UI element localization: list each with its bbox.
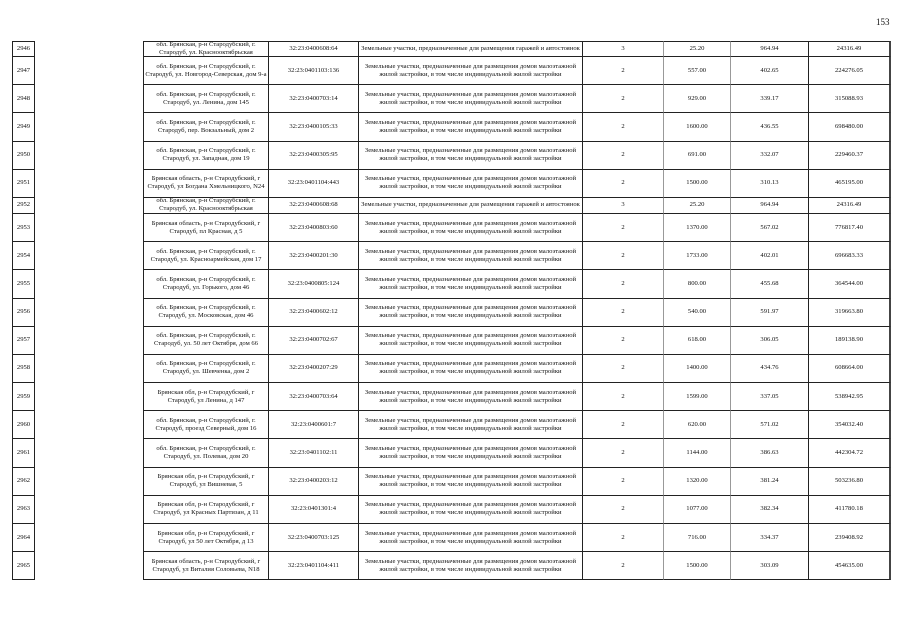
cadastre-number-cell: 32:23:0401104:411 [268, 552, 358, 580]
group-cell: 2 [582, 355, 663, 383]
group-cell: 2 [582, 270, 663, 298]
unit-price-cell: 964.94 [730, 198, 808, 214]
table-row [12, 270, 891, 298]
purpose-cell: Земельные участки, предназначенные для размещения домов малоэтажной жилой застройки, в том числе индивидуальной жилой застройки [358, 57, 582, 85]
spacer [35, 214, 143, 242]
row-number: 2964 [12, 524, 35, 552]
total-value-cell: 24316.49 [808, 41, 891, 57]
address-cell: Брянская обл, р-н Стародубский, г Стародуб, ул Вишневая, 5 [143, 468, 268, 496]
unit-price-cell: 571.02 [730, 411, 808, 439]
group-cell: 2 [582, 552, 663, 580]
spacer [35, 85, 143, 113]
spacer [35, 113, 143, 141]
cadastre-number-cell: 32:23:0400201:30 [268, 242, 358, 270]
cadastre-number-cell: 32:23:0401103:136 [268, 57, 358, 85]
table-row [12, 57, 891, 85]
address-cell: обл. Брянская, р-н Стародубский, г. Стародуб, пер. Вокзальный, дом 2 [143, 113, 268, 141]
area-cell: 800.00 [663, 270, 730, 298]
unit-price-cell: 964.94 [730, 41, 808, 57]
address-cell: обл. Брянская, р-н Стародубский, г. Стародуб, ул. Краснооктябрьская [143, 41, 268, 57]
cadastre-number-cell: 32:23:0400803:60 [268, 214, 358, 242]
spacer [35, 496, 143, 524]
table-row [12, 142, 891, 170]
unit-price-cell: 382.34 [730, 496, 808, 524]
purpose-cell: Земельные участки, предназначенные для размещения домов малоэтажной жилой застройки, в том числе индивидуальной жилой застройки [358, 383, 582, 411]
total-value-cell: 354032.40 [808, 411, 891, 439]
group-cell: 2 [582, 411, 663, 439]
spacer [35, 524, 143, 552]
total-value-cell: 608664.00 [808, 355, 891, 383]
unit-price-cell: 332.07 [730, 142, 808, 170]
table-row [12, 113, 891, 141]
purpose-cell: Земельные участки, предназначенные для размещения домов малоэтажной жилой застройки, в том числе индивидуальной жилой застройки [358, 85, 582, 113]
total-value-cell: 411780.18 [808, 496, 891, 524]
area-cell: 540.00 [663, 299, 730, 327]
purpose-cell: Земельные участки, предназначенные для размещения домов малоэтажной жилой застройки, в том числе индивидуальной жилой застройки [358, 170, 582, 198]
area-cell: 1320.00 [663, 468, 730, 496]
area-cell: 557.00 [663, 57, 730, 85]
row-number: 2947 [12, 57, 35, 85]
row-number: 2955 [12, 270, 35, 298]
unit-price-cell: 402.01 [730, 242, 808, 270]
table-row [12, 355, 891, 383]
table-row [12, 383, 891, 411]
row-number: 2960 [12, 411, 35, 439]
unit-price-cell: 339.17 [730, 85, 808, 113]
table-row [12, 439, 891, 467]
spacer [35, 355, 143, 383]
area-cell: 1400.00 [663, 355, 730, 383]
area-cell: 929.00 [663, 85, 730, 113]
table-row [12, 85, 891, 113]
table-row [12, 552, 891, 580]
address-cell: обл. Брянская, р-н Стародубский, г. Стародуб, ул. Краснооктябрьская [143, 198, 268, 214]
purpose-cell: Земельные участки, предназначенные для размещения гаражей и автостоянок [358, 198, 582, 214]
address-cell: Брянская обл, р-н Стародубский, г Стародуб, ул Ленина, д 147 [143, 383, 268, 411]
unit-price-cell: 591.97 [730, 299, 808, 327]
spacer [35, 468, 143, 496]
cadastre-number-cell: 32:23:0401102:11 [268, 439, 358, 467]
address-cell: Брянская обл, р-н Стародубский, г Стародуб, ул Красных Партизан, д 11 [143, 496, 268, 524]
table-row [12, 524, 891, 552]
purpose-cell: Земельные участки, предназначенные для размещения гаражей и автостоянок [358, 41, 582, 57]
land-plots-table [12, 41, 891, 580]
table-row [12, 198, 891, 214]
row-number: 2949 [12, 113, 35, 141]
purpose-cell: Земельные участки, предназначенные для размещения домов малоэтажной жилой застройки, в том числе индивидуальной жилой застройки [358, 439, 582, 467]
total-value-cell: 224276.05 [808, 57, 891, 85]
cadastre-number-cell: 32:23:0400207:29 [268, 355, 358, 383]
cadastre-number-cell: 32:23:0400608:68 [268, 198, 358, 214]
address-cell: Брянская область, р-н Стародубский, г Стародуб, пл Красная, д 5 [143, 214, 268, 242]
row-number: 2950 [12, 142, 35, 170]
area-cell: 716.00 [663, 524, 730, 552]
unit-price-cell: 337.05 [730, 383, 808, 411]
address-cell: Брянская область, р-н Стародубский, г Стародуб, ул Виталия Соловьева, N18 [143, 552, 268, 580]
unit-price-cell: 386.63 [730, 439, 808, 467]
unit-price-cell: 567.02 [730, 214, 808, 242]
unit-price-cell: 402.65 [730, 57, 808, 85]
total-value-cell: 24316.49 [808, 198, 891, 214]
spacer [35, 57, 143, 85]
group-cell: 2 [582, 242, 663, 270]
address-cell: обл. Брянская, р-н Стародубский, г. Стародуб, проезд Северный, дом 16 [143, 411, 268, 439]
purpose-cell: Земельные участки, предназначенные для размещения домов малоэтажной жилой застройки, в том числе индивидуальной жилой застройки [358, 214, 582, 242]
area-cell: 1599.00 [663, 383, 730, 411]
unit-price-cell: 310.13 [730, 170, 808, 198]
unit-price-cell: 434.76 [730, 355, 808, 383]
spacer [35, 170, 143, 198]
spacer [35, 198, 143, 214]
spacer [35, 327, 143, 355]
row-number: 2957 [12, 327, 35, 355]
area-cell: 1370.00 [663, 214, 730, 242]
unit-price-cell: 436.55 [730, 113, 808, 141]
total-value-cell: 319663.80 [808, 299, 891, 327]
table-row [12, 327, 891, 355]
row-number: 2956 [12, 299, 35, 327]
row-number: 2958 [12, 355, 35, 383]
cadastre-number-cell: 32:23:0400702:67 [268, 327, 358, 355]
total-value-cell: 315088.93 [808, 85, 891, 113]
spacer [35, 383, 143, 411]
total-value-cell: 465195.00 [808, 170, 891, 198]
address-cell: обл. Брянская, р-н Стародубский, г. Стародуб, ул. Московская, дом 46 [143, 299, 268, 327]
purpose-cell: Земельные участки, предназначенные для размещения домов малоэтажной жилой застройки, в том числе индивидуальной жилой застройки [358, 113, 582, 141]
purpose-cell: Земельные участки, предназначенные для размещения домов малоэтажной жилой застройки, в том числе индивидуальной жилой застройки [358, 270, 582, 298]
unit-price-cell: 381.24 [730, 468, 808, 496]
table-row [12, 496, 891, 524]
purpose-cell: Земельные участки, предназначенные для размещения домов малоэтажной жилой застройки, в том числе индивидуальной жилой застройки [358, 468, 582, 496]
group-cell: 2 [582, 57, 663, 85]
table-row [12, 468, 891, 496]
area-cell: 25.20 [663, 198, 730, 214]
area-cell: 1733.00 [663, 242, 730, 270]
cadastre-number-cell: 32:23:0400703:64 [268, 383, 358, 411]
row-number: 2965 [12, 552, 35, 580]
cadastre-number-cell: 32:23:0400203:12 [268, 468, 358, 496]
total-value-cell: 454635.00 [808, 552, 891, 580]
cadastre-number-cell: 32:23:0401301:4 [268, 496, 358, 524]
row-number: 2959 [12, 383, 35, 411]
purpose-cell: Земельные участки, предназначенные для размещения домов малоэтажной жилой застройки, в том числе индивидуальной жилой застройки [358, 524, 582, 552]
row-number: 2948 [12, 85, 35, 113]
area-cell: 1500.00 [663, 170, 730, 198]
cadastre-number-cell: 32:23:0400703:125 [268, 524, 358, 552]
cadastre-number-cell: 32:23:0400105:33 [268, 113, 358, 141]
address-cell: обл. Брянская, р-н Стародубский, г. Стародуб, ул. Шевченка, дом 2 [143, 355, 268, 383]
cadastre-number-cell: 32:23:0400703:14 [268, 85, 358, 113]
spacer [35, 41, 143, 57]
group-cell: 2 [582, 383, 663, 411]
group-cell: 2 [582, 439, 663, 467]
cadastre-number-cell: 32:23:0400805:124 [268, 270, 358, 298]
group-cell: 2 [582, 170, 663, 198]
purpose-cell: Земельные участки, предназначенные для размещения домов малоэтажной жилой застройки, в том числе индивидуальной жилой застройки [358, 355, 582, 383]
group-cell: 2 [582, 214, 663, 242]
table-row [12, 411, 891, 439]
total-value-cell: 442304.72 [808, 439, 891, 467]
total-value-cell: 698480.00 [808, 113, 891, 141]
address-cell: Брянская область, р-н Стародубский, г Стародуб, ул Богдана Хмельницкого, N24 [143, 170, 268, 198]
group-cell: 3 [582, 41, 663, 57]
total-value-cell: 364544.00 [808, 270, 891, 298]
group-cell: 2 [582, 85, 663, 113]
row-number: 2953 [12, 214, 35, 242]
row-number: 2962 [12, 468, 35, 496]
group-cell: 2 [582, 468, 663, 496]
group-cell: 2 [582, 524, 663, 552]
total-value-cell: 189138.90 [808, 327, 891, 355]
area-cell: 691.00 [663, 142, 730, 170]
purpose-cell: Земельные участки, предназначенные для размещения домов малоэтажной жилой застройки, в том числе индивидуальной жилой застройки [358, 242, 582, 270]
area-cell: 1500.00 [663, 552, 730, 580]
purpose-cell: Земельные участки, предназначенные для размещения домов малоэтажной жилой застройки, в том числе индивидуальной жилой застройки [358, 496, 582, 524]
area-cell: 618.00 [663, 327, 730, 355]
table-row [12, 170, 891, 198]
row-number: 2954 [12, 242, 35, 270]
purpose-cell: Земельные участки, предназначенные для размещения домов малоэтажной жилой застройки, в том числе индивидуальной жилой застройки [358, 142, 582, 170]
total-value-cell: 503236.80 [808, 468, 891, 496]
address-cell: обл. Брянская, р-н Стародубский, г. Стародуб, ул. Полевая, дом 20 [143, 439, 268, 467]
group-cell: 2 [582, 496, 663, 524]
area-cell: 1600.00 [663, 113, 730, 141]
address-cell: обл. Брянская, р-н Стародубский, г. Стародуб, ул. 50 лет Октября, дом 66 [143, 327, 268, 355]
row-number: 2952 [12, 198, 35, 214]
spacer [35, 299, 143, 327]
spacer [35, 142, 143, 170]
cadastre-number-cell: 32:23:0400305:95 [268, 142, 358, 170]
table-row [12, 41, 891, 57]
row-number: 2951 [12, 170, 35, 198]
address-cell: Брянская обл, р-н Стародубский, г Стародуб, ул 50 лет Октября, д 13 [143, 524, 268, 552]
group-cell: 3 [582, 198, 663, 214]
cadastre-number-cell: 32:23:0400602:12 [268, 299, 358, 327]
total-value-cell: 229460.37 [808, 142, 891, 170]
area-cell: 25.20 [663, 41, 730, 57]
group-cell: 2 [582, 113, 663, 141]
purpose-cell: Земельные участки, предназначенные для размещения домов малоэтажной жилой застройки, в том числе индивидуальной жилой застройки [358, 327, 582, 355]
area-cell: 1077.00 [663, 496, 730, 524]
spacer [35, 552, 143, 580]
unit-price-cell: 334.37 [730, 524, 808, 552]
address-cell: обл. Брянская, р-н Стародубский, г. Стародуб, ул. Ленина, дом 145 [143, 85, 268, 113]
unit-price-cell: 303.09 [730, 552, 808, 580]
cadastre-number-cell: 32:23:0400608:64 [268, 41, 358, 57]
row-number: 2963 [12, 496, 35, 524]
area-cell: 1144.00 [663, 439, 730, 467]
group-cell: 2 [582, 142, 663, 170]
unit-price-cell: 306.05 [730, 327, 808, 355]
table-row [12, 242, 891, 270]
page-number: 153 [876, 17, 890, 27]
address-cell: обл. Брянская, р-н Стародубский, г. Стародуб, ул. Красноармейская, дом 17 [143, 242, 268, 270]
address-cell: обл. Брянская, р-н Стародубский, г. Стародуб, ул. Горького, дом 46 [143, 270, 268, 298]
row-number: 2946 [12, 41, 35, 57]
table-row [12, 299, 891, 327]
spacer [35, 411, 143, 439]
group-cell: 2 [582, 327, 663, 355]
area-cell: 620.00 [663, 411, 730, 439]
spacer [35, 439, 143, 467]
total-value-cell: 776817.40 [808, 214, 891, 242]
group-cell: 2 [582, 299, 663, 327]
total-value-cell: 696683.33 [808, 242, 891, 270]
unit-price-cell: 455.68 [730, 270, 808, 298]
purpose-cell: Земельные участки, предназначенные для размещения домов малоэтажной жилой застройки, в том числе индивидуальной жилой застройки [358, 552, 582, 580]
cadastre-number-cell: 32:23:0401104:443 [268, 170, 358, 198]
row-number: 2961 [12, 439, 35, 467]
total-value-cell: 239408.92 [808, 524, 891, 552]
total-value-cell: 538942.95 [808, 383, 891, 411]
address-cell: обл. Брянская, р-н Стародубский, г. Стародуб, ул. Западная, дом 19 [143, 142, 268, 170]
purpose-cell: Земельные участки, предназначенные для размещения домов малоэтажной жилой застройки, в том числе индивидуальной жилой застройки [358, 299, 582, 327]
spacer [35, 242, 143, 270]
address-cell: обл. Брянская, р-н Стародубский, г. Стародуб, ул. Новгород-Северская, дом 9-а [143, 57, 268, 85]
purpose-cell: Земельные участки, предназначенные для размещения домов малоэтажной жилой застройки, в том числе индивидуальной жилой застройки [358, 411, 582, 439]
spacer [35, 270, 143, 298]
table-row [12, 214, 891, 242]
cadastre-number-cell: 32:23:0400601:7 [268, 411, 358, 439]
